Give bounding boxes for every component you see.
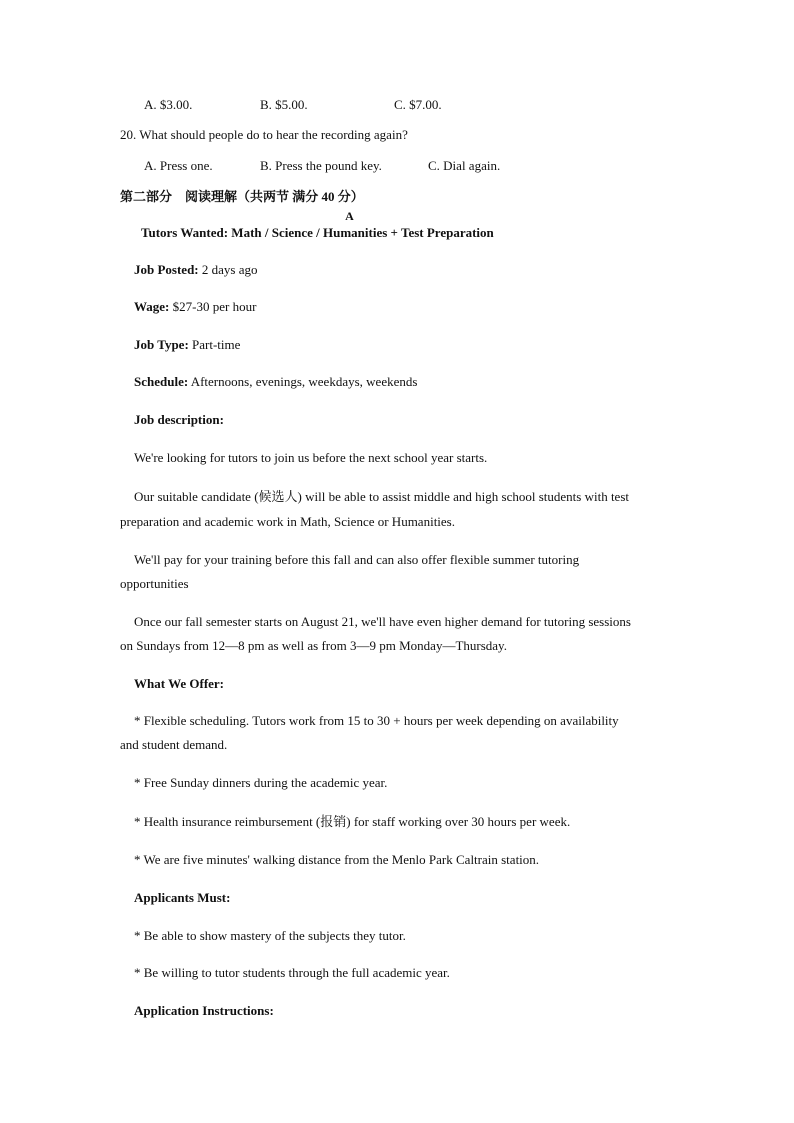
wage-row [134, 299, 256, 315]
q20-option-c: C. Dial again. [428, 158, 501, 173]
requirement-2: * Be willing to tutor students through the full academic year. [134, 965, 450, 980]
wage-value: $27-30 per hour [169, 299, 257, 314]
job-type-label: Job Type: [134, 337, 189, 352]
offer-heading: What We Offer: [134, 676, 225, 691]
ad-title: Tutors Wanted: Math / Science / Humanities + Test Preparation [141, 225, 494, 240]
schedule-row [134, 374, 417, 390]
offer-2: * Free Sunday dinners during the academic year. [134, 775, 388, 790]
q19-option-a: A. $3.00. [144, 97, 193, 112]
passage-letter: A [345, 209, 354, 223]
job-posted-value: 2 days ago [198, 262, 258, 277]
wage-label: Wage: [134, 299, 170, 314]
job-posted-label: Job Posted: [134, 262, 199, 277]
paragraph-4-line-2: on Sundays from 12—8 pm as well as from 3—9 pm Monday—Thursday. [120, 638, 507, 653]
q20-stem: 20. What should people do to hear the recording again? [120, 127, 408, 142]
application-instructions-heading: Application Instructions: [134, 1003, 274, 1018]
schedule-label: Schedule: [134, 374, 189, 389]
schedule-value: Afternoons, evenings, weekdays, weekends [188, 374, 418, 389]
job-type-row [134, 337, 240, 353]
paragraph-2-line-2: preparation and academic work in Math, Science or Humanities. [120, 514, 455, 529]
job-posted-row [134, 262, 258, 278]
offer-1-line-2: and student demand. [120, 737, 228, 752]
q19-option-c: C. $7.00. [394, 97, 442, 112]
paragraph-4-line-1: Once our fall semester starts on August 21, we'll have even higher demand for tutoring sessions [134, 614, 631, 629]
q20-option-a: A. Press one. [144, 158, 213, 173]
q19-option-b: B. $5.00. [260, 97, 308, 112]
job-type-value: Part-time [188, 337, 241, 352]
paragraph-3-line-2: opportunities [120, 576, 189, 591]
paragraph-1: We're looking for tutors to join us before the next school year starts. [134, 450, 488, 465]
q20-option-b: B. Press the pound key. [260, 158, 382, 173]
offer-4: * We are five minutes' walking distance from the Menlo Park Caltrain station. [134, 852, 540, 867]
applicants-heading: Applicants Must: [134, 890, 231, 905]
requirement-1: * Be able to show mastery of the subjects they tutor. [134, 928, 406, 943]
job-description-label: Job description: [134, 412, 224, 427]
section-heading: 第二部分 阅读理解（共两节 满分 40 分） [120, 189, 364, 204]
paragraph-3-line-1: We'll pay for your training before this fall and can also offer flexible summer tutoring [134, 552, 580, 567]
paragraph-2-line-1: Our suitable candidate (候选人) will be able to assist middle and high school students with test [134, 489, 629, 504]
offer-1-line-1: * Flexible scheduling. Tutors work from 15 to 30 + hours per week depending on availability [134, 713, 619, 728]
offer-3: * Health insurance reimbursement (报销) for staff working over 30 hours per week. [134, 814, 571, 829]
